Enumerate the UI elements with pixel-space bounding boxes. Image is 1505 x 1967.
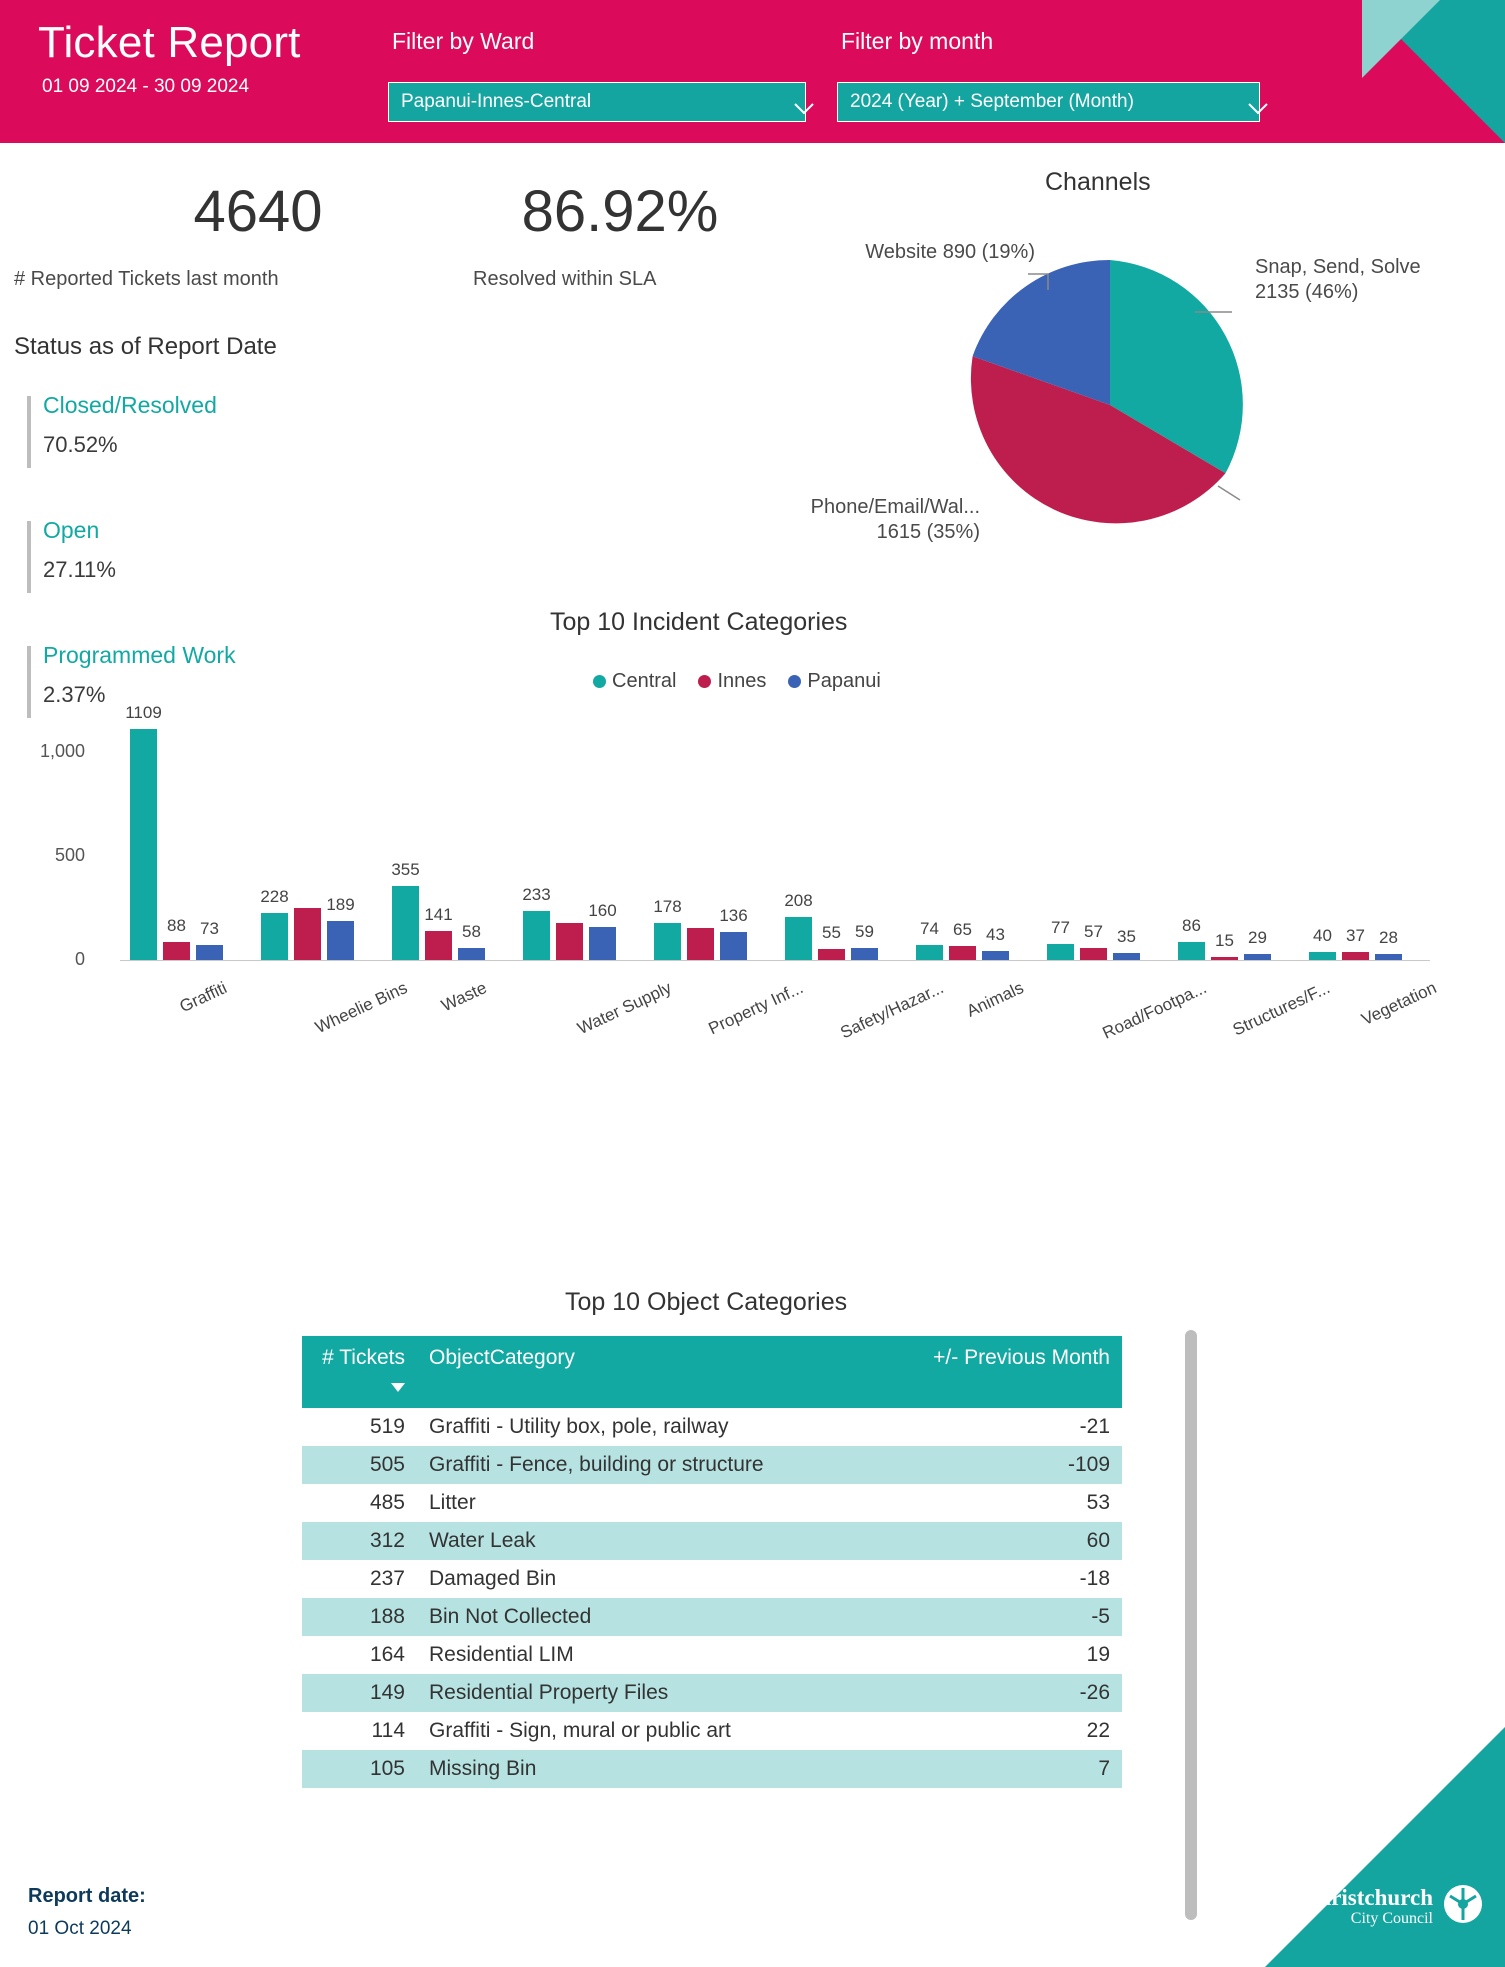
bar-value-label: 228 (260, 886, 289, 906)
bar-innes-5[interactable] (818, 949, 845, 960)
bar-value-label: 57 (1084, 922, 1103, 942)
x-axis-category-label: Property Inf... (705, 978, 807, 1039)
cell-tickets: 164 (369, 1643, 405, 1666)
status-accent-bar (27, 396, 31, 468)
month-filter-dropdown[interactable] (837, 82, 1260, 122)
cell-delta-previous-month: -21 (1079, 1415, 1110, 1438)
cell-object-category: Bin Not Collected (417, 1598, 857, 1636)
bar-papanui-1[interactable] (327, 921, 354, 960)
channels-chart-title: Channels (1045, 168, 1151, 196)
bar-papanui-7[interactable] (1113, 953, 1140, 960)
incident-chart-legend (593, 670, 881, 693)
cell-object-category: Residential Property Files (417, 1674, 857, 1712)
cell-tickets: 149 (302, 1674, 417, 1712)
bar-value-label: 86 (1182, 916, 1201, 936)
status-label: Programmed Work (43, 642, 236, 668)
cell-object-category: Graffiti - Fence, building or structure (417, 1446, 857, 1484)
cell-object-category: Graffiti - Utility box, pole, railway (429, 1415, 729, 1438)
bar-papanui-2[interactable] (458, 948, 485, 960)
bar-value-label: 136 (719, 905, 748, 925)
status-value: 2.37% (43, 682, 106, 707)
table-scrollbar[interactable] (1185, 1330, 1197, 1920)
bar-value-label: 88 (167, 915, 186, 935)
status-label: Open (43, 517, 100, 543)
bar-papanui-3[interactable] (589, 927, 616, 960)
bar-innes-0[interactable] (163, 942, 190, 960)
table-header-row (302, 1336, 1122, 1408)
bar-value-label: 15 (1215, 930, 1234, 950)
bar-value-label: 1109 (125, 702, 162, 722)
status-label: Closed/Resolved (43, 392, 217, 418)
bar-central-9[interactable] (1309, 952, 1336, 960)
incident-categories-bar-chart (0, 700, 1505, 1260)
bar-central-3[interactable] (523, 911, 550, 960)
object-categories-table (302, 1336, 1122, 1788)
bar-innes-3[interactable] (556, 923, 583, 961)
bar-papanui-9[interactable] (1375, 954, 1402, 960)
bar-value-label: 233 (522, 885, 551, 905)
pie-label-snap-send-solve: Snap, Send, Solve 2135 (46%) (1255, 256, 1421, 303)
status-section-title: Status as of Report Date (14, 333, 277, 360)
bar-innes-4[interactable] (687, 928, 714, 960)
object-categories-title: Top 10 Object Categories (565, 1288, 848, 1316)
legend-swatch-icon (698, 675, 711, 688)
table-row[interactable] (302, 1408, 1122, 1446)
status-value: 27.11% (43, 557, 116, 582)
bar-value-label: 37 (1346, 926, 1365, 946)
table-row[interactable] (302, 1560, 1122, 1598)
bar-value-label: 40 (1313, 925, 1332, 945)
cell-delta-previous-month: -18 (1079, 1567, 1110, 1590)
table-row[interactable] (302, 1484, 1122, 1522)
legend-swatch-icon (593, 675, 606, 688)
sla-kpi-value: 86.92% (521, 179, 719, 244)
table-row[interactable] (302, 1446, 1122, 1484)
y-axis-tick-label: 1,000 (39, 740, 85, 761)
table-row[interactable] (302, 1522, 1122, 1560)
bar-papanui-6[interactable] (982, 951, 1009, 960)
report-date-value: 01 Oct 2024 (28, 1918, 132, 1939)
cell-object-category: Damaged Bin (429, 1567, 557, 1590)
legend-item-central (593, 670, 676, 693)
pie-label-website: Website 890 (19%) (865, 241, 1035, 263)
council-logo (1302, 1884, 1483, 1929)
bar-central-6[interactable] (916, 945, 943, 960)
sla-kpi-caption: Resolved within SLA (473, 268, 657, 290)
bar-value-label: 29 (1248, 927, 1267, 947)
cell-tickets: 519 (369, 1415, 405, 1438)
bar-value-label: 74 (920, 918, 939, 938)
bar-value-label: 35 (1117, 926, 1136, 946)
column-header-tickets[interactable]: # Tickets (302, 1336, 417, 1408)
month-filter-value: 2024 (Year) + September (Month) (850, 91, 1134, 112)
x-axis-category-label: Water Supply (574, 978, 675, 1039)
report-date-label: Report date: (28, 1885, 146, 1907)
cell-tickets: 505 (302, 1446, 417, 1484)
pie-label-text: Phone/Email/Wal... (810, 496, 980, 518)
bar-central-7[interactable] (1047, 944, 1074, 960)
legend-item-papanui (788, 670, 880, 693)
cell-delta-previous-month: 19 (1086, 1643, 1110, 1666)
legend-label: Innes (717, 670, 767, 692)
cell-tickets: 188 (302, 1598, 417, 1636)
bar-value-label: 355 (391, 860, 420, 880)
x-axis-category-label: Wheelie Bins (312, 978, 411, 1038)
cell-delta-previous-month: -26 (857, 1674, 1122, 1712)
bar-papanui-0[interactable] (196, 945, 223, 960)
cell-object-category: Residential LIM (429, 1643, 574, 1666)
footer-corner-teal (1265, 1727, 1505, 1967)
cell-tickets: 105 (302, 1750, 417, 1788)
report-date-range: 01 09 2024 - 30 09 2024 (42, 76, 250, 97)
ward-filter-value: Papanui-Innes-Central (401, 91, 592, 112)
table-row[interactable] (302, 1712, 1122, 1750)
cell-object-category: Graffiti - Sign, mural or public art (429, 1719, 731, 1742)
logo-line-2: City Council (1350, 1909, 1433, 1927)
month-filter-label: Filter by month (841, 28, 994, 54)
incident-categories-chart-title: Top 10 Incident Categories (550, 608, 848, 636)
cell-tickets: 237 (369, 1567, 405, 1590)
pie-label-phone-email-walkin: Phone/Email/Wal... 1615 (35%) (810, 496, 980, 543)
bar-innes-6[interactable] (949, 946, 976, 960)
x-axis-category-label: Waste (438, 978, 490, 1016)
cell-object-category: Water Leak (417, 1522, 857, 1560)
x-axis-category-label: Animals (963, 978, 1027, 1021)
bar-papanui-5[interactable] (851, 948, 878, 960)
x-axis-line (120, 960, 1430, 961)
table-row[interactable] (302, 1750, 1122, 1788)
sort-descending-icon (391, 1374, 405, 1398)
x-axis-category-label: Vegetation (1358, 978, 1440, 1030)
bar-value-label: 59 (855, 921, 874, 941)
council-mark-icon (1443, 1884, 1483, 1929)
bar-papanui-4[interactable] (720, 932, 747, 960)
cell-tickets: 312 (302, 1522, 417, 1560)
cell-delta-previous-month: -5 (857, 1598, 1122, 1636)
legend-item-innes (698, 670, 766, 693)
table-row[interactable] (302, 1598, 1122, 1636)
cell-tickets: 485 (369, 1491, 405, 1514)
cell-delta-previous-month: -109 (857, 1446, 1122, 1484)
channels-pie-chart (940, 250, 1280, 565)
bar-value-label: 160 (588, 900, 617, 920)
ward-filter-label: Filter by Ward (392, 28, 535, 54)
logo-line-1: Christchurch (1301, 1884, 1433, 1910)
cell-tickets: 114 (371, 1719, 405, 1742)
x-axis-category-label: Graffiti (176, 978, 230, 1017)
x-axis-category-label: Structures/F... (1229, 978, 1333, 1040)
y-axis-tick-label: 0 (74, 949, 85, 969)
table-row[interactable] (302, 1636, 1122, 1674)
legend-label: Papanui (807, 670, 881, 692)
bar-value-label: 65 (953, 920, 972, 940)
bar-central-1[interactable] (261, 913, 288, 961)
bar-papanui-8[interactable] (1244, 954, 1271, 960)
status-value: 70.52% (43, 432, 118, 457)
pie-label-text: Snap, Send, Solve (1255, 256, 1421, 278)
y-axis-tick-label: 500 (54, 844, 85, 865)
cell-object-category: Missing Bin (417, 1750, 857, 1788)
bar-value-label: 178 (653, 896, 682, 916)
header-corner-light-teal (1362, 0, 1440, 78)
page-header (0, 0, 1505, 143)
bar-value-label: 77 (1051, 917, 1070, 937)
bar-value-label: 208 (784, 890, 813, 910)
bar-value-label: 58 (462, 921, 481, 941)
legend-swatch-icon (788, 675, 801, 688)
bar-value-label: 28 (1379, 928, 1398, 948)
column-header-delta[interactable]: +/- Previous Month (857, 1336, 1122, 1408)
table-row[interactable] (302, 1674, 1122, 1712)
column-header-object-category[interactable]: ObjectCategory (417, 1336, 857, 1408)
bar-value-label: 141 (424, 904, 453, 924)
bar-innes-7[interactable] (1080, 948, 1107, 960)
legend-label: Central (612, 670, 677, 692)
cell-delta-previous-month: 53 (1086, 1491, 1110, 1514)
bar-value-label: 189 (326, 894, 355, 914)
tickets-kpi-value: 4640 (193, 179, 323, 244)
bar-value-label: 43 (986, 925, 1005, 945)
tickets-kpi-caption: # Reported Tickets last month (14, 268, 279, 290)
bar-value-label: 73 (200, 918, 219, 938)
x-axis-category-label: Road/Footpa... (1099, 978, 1210, 1043)
status-accent-bar (27, 521, 31, 593)
page-title: Ticket Report (38, 18, 301, 67)
cell-delta-previous-month: 60 (857, 1522, 1122, 1560)
bar-value-label: 55 (822, 922, 841, 942)
bar-innes-8[interactable] (1211, 957, 1238, 960)
bar-innes-9[interactable] (1342, 952, 1369, 960)
cell-delta-previous-month: 7 (857, 1750, 1122, 1788)
x-axis-category-label: Safety/Hazar... (837, 978, 947, 1043)
cell-object-category: Litter (429, 1491, 476, 1514)
ward-filter-dropdown[interactable] (388, 82, 806, 122)
bar-innes-1[interactable] (294, 908, 321, 960)
bar-central-4[interactable] (654, 923, 681, 960)
cell-delta-previous-month: 22 (1086, 1719, 1110, 1742)
